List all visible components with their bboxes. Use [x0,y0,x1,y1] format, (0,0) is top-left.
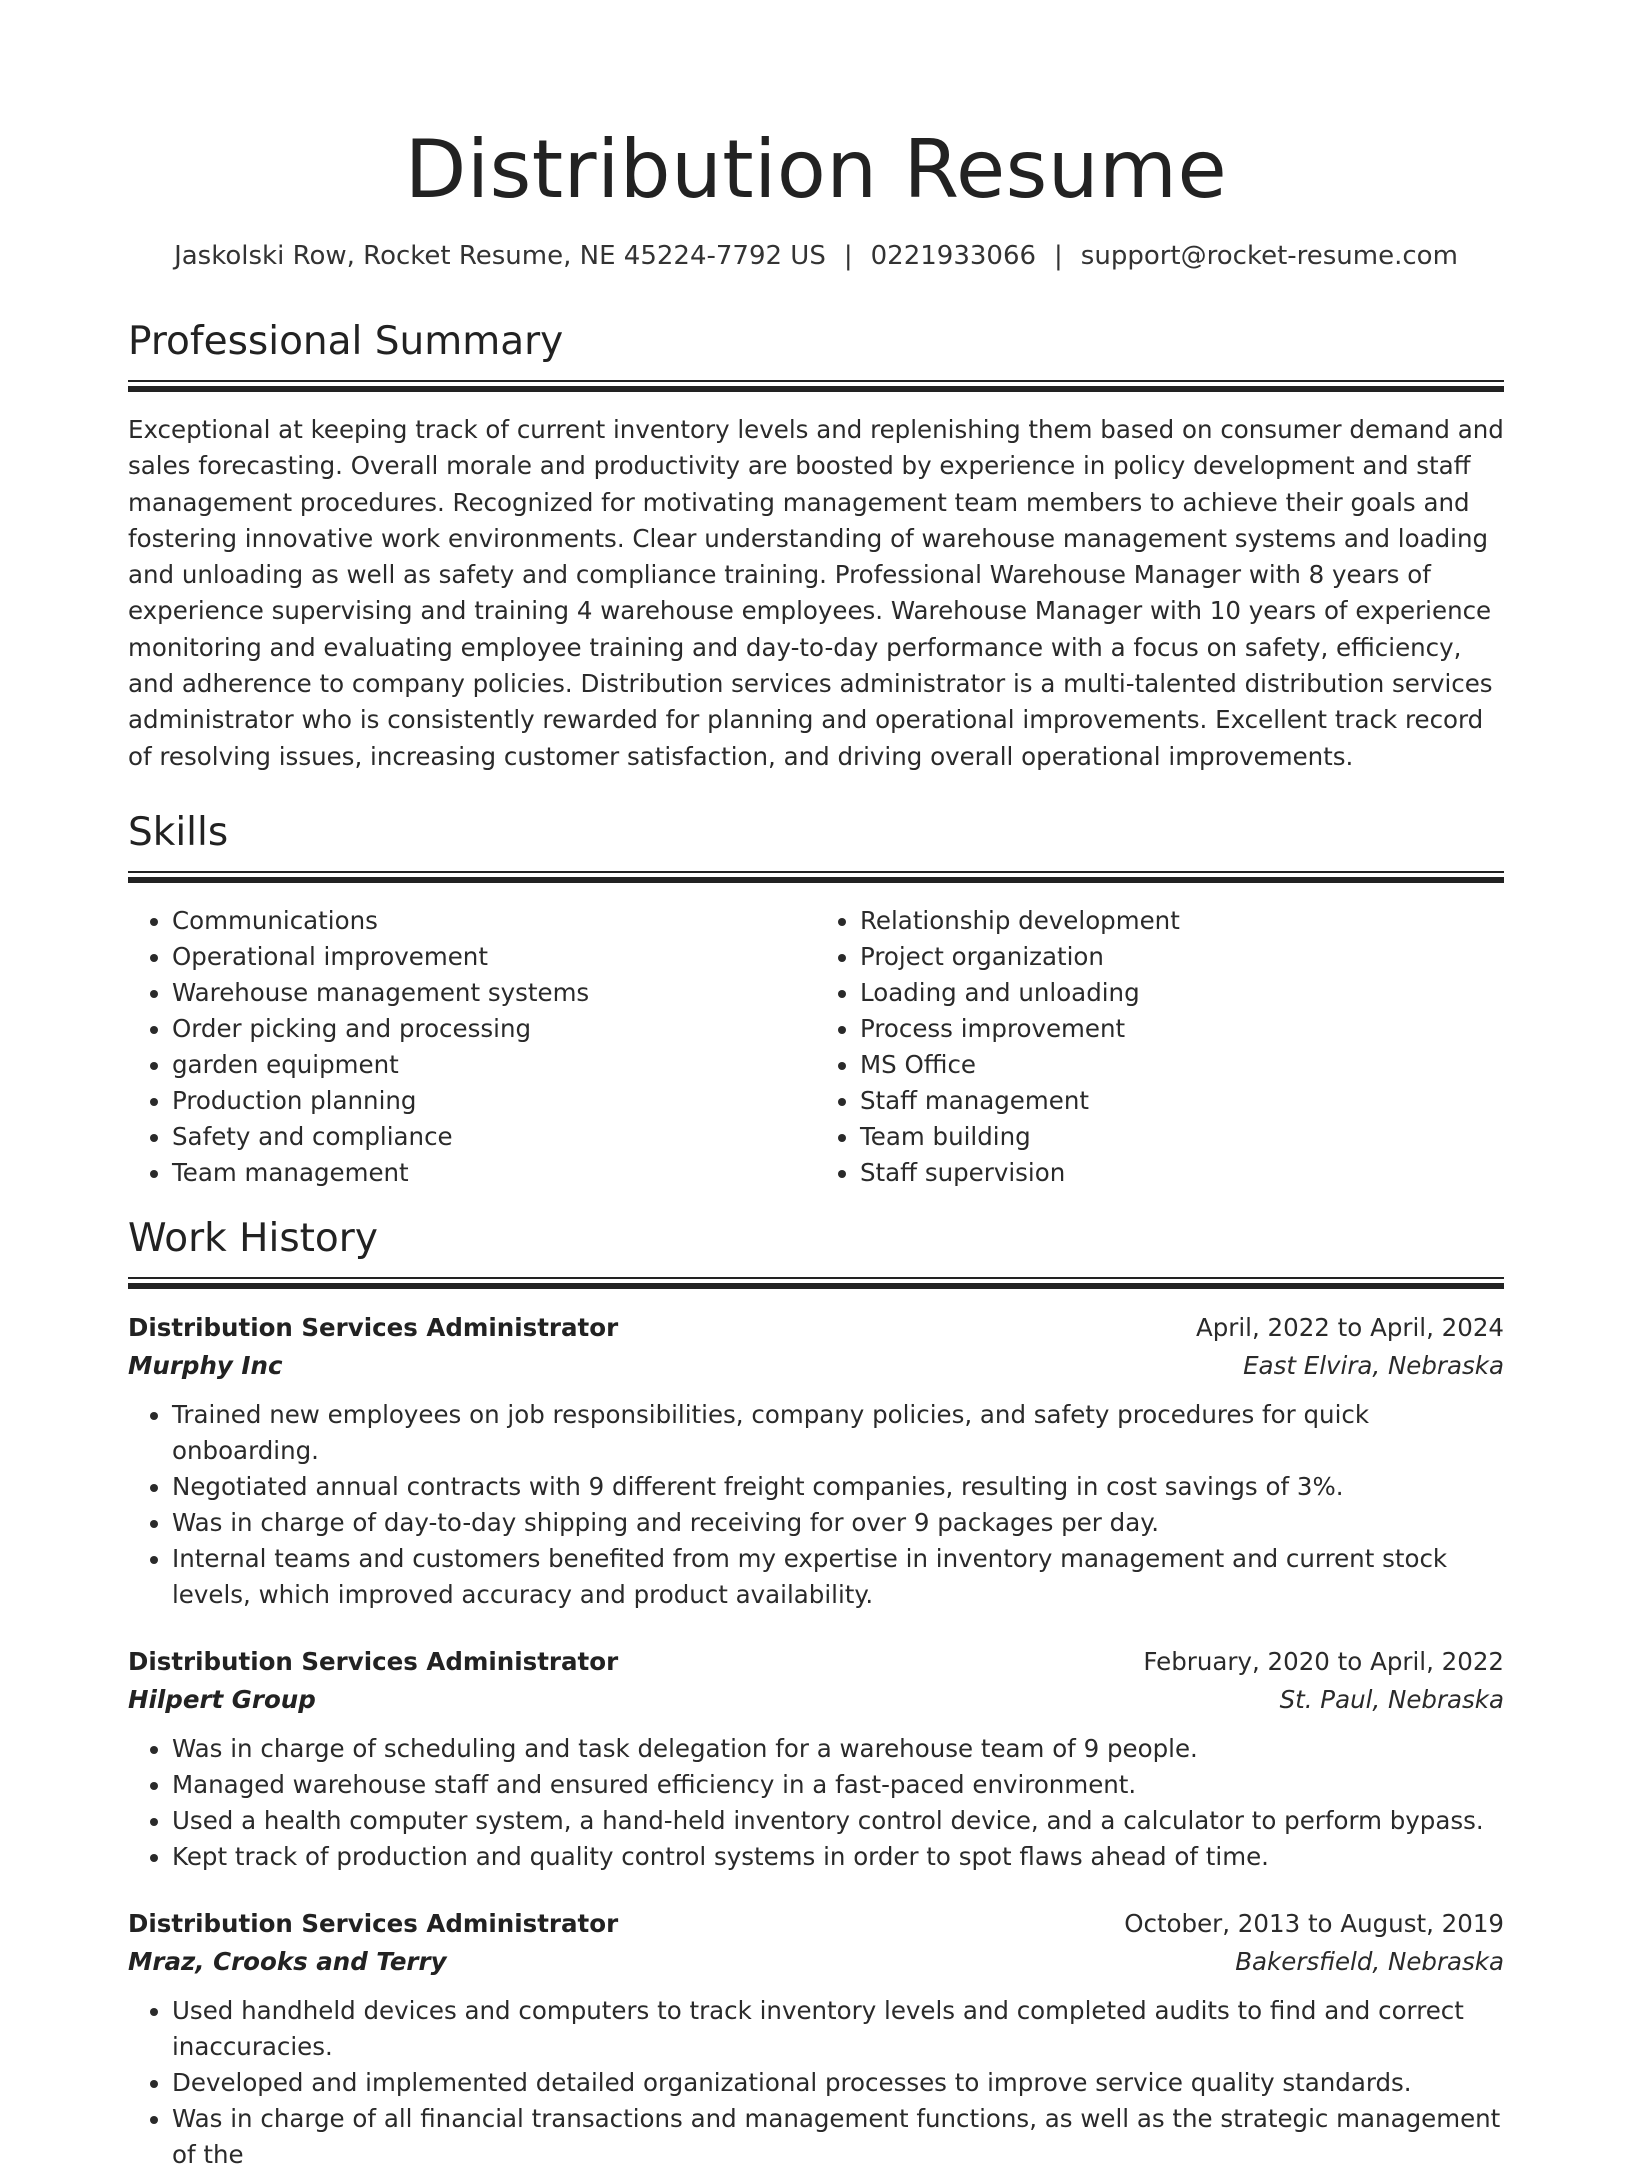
skill-item: • Project organization [860,939,1504,975]
job-dates: February, 2020 to April, 2022 [1143,1646,1504,1676]
section-divider [128,380,1504,390]
job-company: Hilpert Group [128,1684,316,1714]
job-bullet: • Trained new employees on job responsibilities, company policies, and safety procedures for quick onboarding. [172,1397,1504,1469]
skill-item: • Loading and unloading [860,975,1504,1011]
job-dates: April, 2022 to April, 2024 [1195,1312,1504,1342]
skill-item: • Relationship development [860,903,1504,939]
job-bullet: • Developed and implemented detailed organizational processes to improve service quality standards. [172,2065,1504,2101]
skill-item: • garden equipment [172,1047,816,1083]
job-dates: October, 2013 to August, 2019 [1124,1908,1504,1938]
page-title: Distribution Resume [404,123,1228,216]
job-location: East Elvira, Nebraska [1243,1350,1504,1380]
skill-item: • Safety and compliance [172,1119,816,1155]
section-heading-summary: Professional Summary [128,319,564,364]
job-entry [128,1905,1504,2173]
job-header-row [128,1643,1504,1681]
job-bullets [128,1397,1504,1613]
skill-item: • MS Office [860,1047,1504,1083]
contact-separator: | [843,241,853,271]
job-company-row [128,1943,1504,1981]
job-bullet: • Internal teams and customers benefited from my expertise in inventory management and current stock levels, which improved accuracy and product availability. [172,1541,1504,1613]
job-title: Distribution Services Administrator [128,1908,619,1938]
section-heading-skills: Skills [128,809,229,855]
contact-separator: | [1054,241,1063,271]
job-company: Murphy Inc [128,1350,283,1380]
section-divider [128,871,1504,881]
job-company: Mraz, Crooks and Terry [128,1946,447,1976]
skill-item: • Staff management [860,1083,1504,1119]
skill-item: • Production planning [172,1083,816,1119]
skill-item: • Team building [860,1119,1504,1155]
skill-item: • Order picking and processing [172,1011,816,1047]
job-title: Distribution Services Administrator [128,1646,619,1676]
job-bullets [128,1993,1504,2173]
job-company-row [128,1681,1504,1719]
skills-column-right [816,903,1504,1191]
job-bullet: • Managed warehouse staff and ensured efficiency in a fast-paced environment. [172,1767,1504,1803]
job-bullet: • Negotiated annual contracts with 9 different freight companies, resulting in cost savings of 3%. [172,1469,1504,1505]
skills-grid [128,903,1504,1191]
section-divider [128,1277,1504,1287]
job-bullet: • Was in charge of scheduling and task delegation for a warehouse team of 9 people. [172,1731,1504,1767]
job-header-row [128,1309,1504,1347]
job-bullet: • Kept track of production and quality control systems in order to spot flaws ahead of time. [172,1839,1504,1875]
skills-section [128,809,1504,1191]
job-bullet: • Used a health computer system, a hand-held inventory control device, and a calculator to perform bypass. [172,1803,1504,1839]
work-history-section [128,1215,1504,2173]
job-header-row [128,1905,1504,1943]
job-title: Distribution Services Administrator [128,1312,619,1342]
contact-email: support@rocket-resume.com [1080,241,1458,271]
skill-item: • Communications [172,903,816,939]
job-bullet: • Used handheld devices and computers to track inventory levels and completed audits to find and correct inaccuracies. [172,1993,1504,2065]
professional-summary-section [128,318,1504,775]
summary-paragraph: Exceptional at keeping track of current inventory levels and replenishing them based on consumer demand and sales forecasting. Overall morale and productivity are boosted by experience in policy development and staff management procedures. Recognized for motivating management team members to achieve their goals and fostering innovative work environments. Clear understanding of warehouse management systems and loading and unloading as well as safety and compliance training. Professional Warehouse Manager with 8 years of experience supervising and training 4 warehouse employees. Warehouse Manager with 10 years of experience monitoring and evaluating employee training and day-to-day performance with a focus on safety, efficiency, and adherence to company policies. Distribution services administrator is a multi-talented distribution services administrator who is consistently rewarded for planning and operational improvements. Excellent track record of resolving issues, increasing customer satisfaction, and driving overall operational improvements. [128,415,1504,771]
skills-column-left [128,903,816,1191]
job-bullet: • Was in charge of all financial transactions and management functions, as well as the strategic management of the [172,2101,1504,2173]
skill-item: • Staff supervision [860,1155,1504,1191]
contact-phone: 0221933066 [870,241,1037,271]
skill-item: • Operational improvement [172,939,816,975]
job-bullets [128,1731,1504,1875]
resume-page [128,0,1504,2173]
job-entry [128,1309,1504,1613]
job-location: St. Paul, Nebraska [1279,1684,1504,1714]
job-entry [128,1643,1504,1875]
contact-address: Jaskolski Row, Rocket Resume, NE 45224-7792 US [174,241,826,271]
section-heading-work: Work History [128,1215,378,1261]
skill-item: • Process improvement [860,1011,1504,1047]
skill-item: • Warehouse management systems [172,975,816,1011]
job-location: Bakersfield, Nebraska [1235,1946,1504,1976]
skill-item: • Team management [172,1155,816,1191]
job-bullet: • Was in charge of day-to-day shipping and receiving for over 9 packages per day. [172,1505,1504,1541]
contact-line [128,240,1504,272]
job-company-row [128,1347,1504,1385]
